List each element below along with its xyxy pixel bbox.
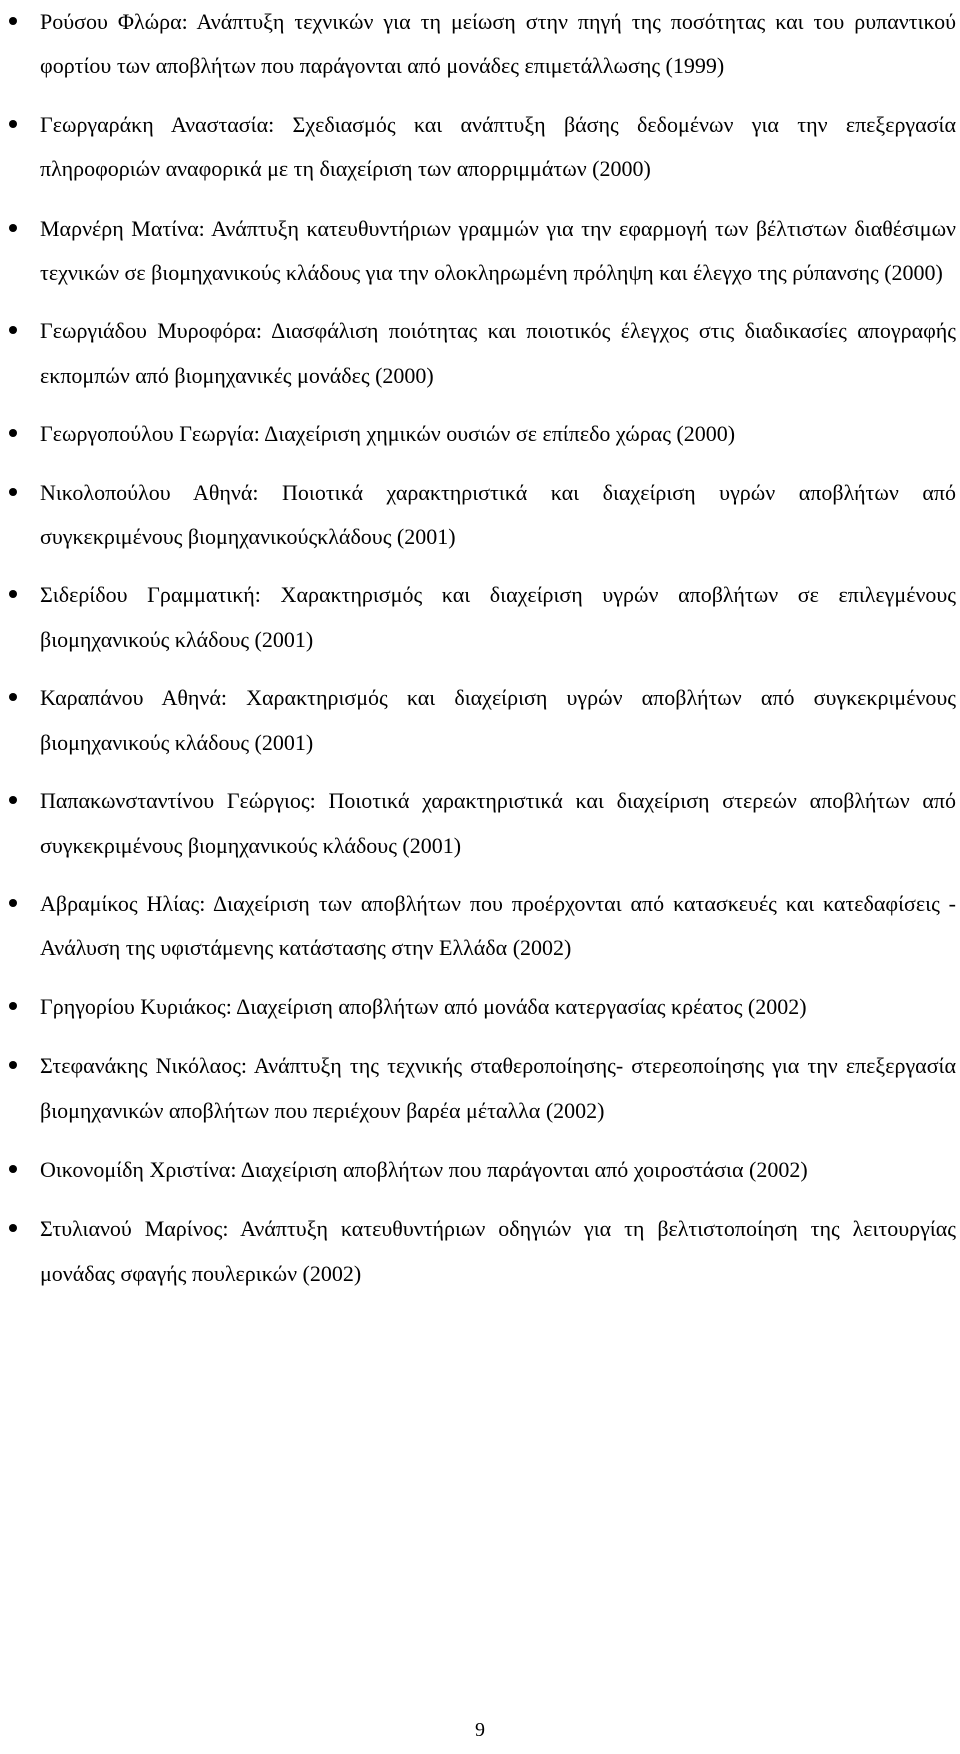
entry-line: βαρέα μέταλλα (2002) [406, 1097, 605, 1123]
bullet-icon [9, 1002, 17, 1010]
entry-text [40, 779, 956, 868]
bullet-icon [9, 17, 17, 25]
entry-text [40, 676, 956, 765]
list-item [40, 412, 956, 456]
entry-text [40, 985, 956, 1029]
entry-line: (2000) [592, 156, 651, 182]
entry-line: χοιροστάσια (2002) [633, 1156, 808, 1182]
entry-line: και του ρυπαντικού φορτίου των αποβλήτων που παράγονται από μονάδες [40, 9, 957, 79]
list-item [40, 207, 956, 296]
entry-text [40, 412, 956, 456]
list-item [40, 676, 956, 765]
entry-text [40, 573, 956, 662]
entry-line: Σιδερίδου Γραμματική: Χαρακτηρισμός και διαχείριση υγρών αποβλήτων σε [40, 582, 819, 608]
bullet-icon [9, 899, 17, 907]
bullet-icon [9, 590, 17, 598]
entry-text [40, 1207, 956, 1296]
bullet-icon [9, 120, 17, 128]
bullet-icon [9, 326, 17, 334]
entry-line: Στυλιανού Μαρίνος: Ανάπτυξη κατευθυντήριων οδηγιών για τη [40, 1216, 645, 1242]
entry-line: κατασκευές και κατεδαφίσεις - Ανάλυση της υφιστάμενης κατάστασης στην [40, 890, 957, 961]
document-content [40, 0, 956, 1296]
entry-line: αποβλήτων από συγκεκριμένους βιομηχανικούςκλάδους (2001) [40, 479, 956, 550]
list-item [40, 1044, 956, 1133]
entry-line: διαδικασίες απογραφής εκπομπών από βιομηχανικές μονάδες (2000) [40, 318, 957, 388]
list-item [40, 573, 956, 662]
entry-line: βέλτιστων διαθέσιμων τεχνικών σε βιομηχανικούς κλάδους για την [40, 215, 957, 286]
entry-line: επεξεργασία πληροφοριών αναφορικά με τη διαχείριση των απορριμμάτων [40, 111, 956, 182]
entry-line: Αβραμίκος Ηλίας: Διαχείριση των αποβλήτων που προέρχονται από [40, 890, 665, 916]
entry-line: Καραπάνου Αθηνά: Χαρακτηρισμός και διαχείριση υγρών αποβλήτων από [40, 685, 795, 711]
entry-line: συγκεκριμένους βιομηχανικούς κλάδους (2001) [40, 685, 956, 755]
entry-line: Γρηγορίου Κυριάκος: Διαχείριση αποβλήτων από μονάδα κατεργασίας [40, 993, 666, 1019]
entry-line: Γεωργιάδου Μυροφόρα: Διασφάλιση ποιότητας και ποιοτικός έλεγχος στις [40, 318, 735, 344]
list-item [40, 985, 956, 1029]
list-item [40, 309, 956, 398]
entry-line: στερεοποίησης για την επεξεργασία βιομηχανικών αποβλήτων που περιέχουν [40, 1053, 956, 1123]
entry-line: Ελλάδα (2002) [439, 935, 572, 961]
bullet-icon [9, 1165, 17, 1173]
entry-line: επιλεγμένους βιομηχανικούς κλάδους (2001) [40, 582, 956, 652]
entry-line: ολοκληρωμένη πρόληψη και έλεγχο της ρύπανσης (2000) [434, 260, 943, 286]
entry-text [40, 0, 956, 89]
entry-line: Ρούσου Φλώρα: Ανάπτυξη τεχνικών για τη μείωση στην πηγή της ποσότητας [40, 9, 766, 34]
entry-line: (2000) [676, 421, 736, 447]
entry-text [40, 207, 956, 296]
entry-line: Παπακωνσταντίνου Γεώργιος: Ποιοτικά χαρακτηριστικά και διαχείριση [40, 788, 710, 814]
entry-line: Οικονομίδη Χριστίνα: Διαχείριση αποβλήτων που παράγονται από [40, 1156, 629, 1182]
entry-line: επιμετάλλωσης (1999) [524, 53, 725, 79]
list-item [40, 471, 956, 560]
entry-line: Γεωργαράκη Αναστασία: Σχεδιασμός και ανάπτυξη βάσης δεδομένων για την [40, 111, 828, 137]
bullet-icon [9, 1061, 17, 1069]
entry-line: Στεφανάκης Νικόλαος: Ανάπτυξη της τεχνικής σταθεροποίησης- [40, 1053, 624, 1079]
entry-text [40, 103, 956, 192]
list-item [40, 779, 956, 868]
bullet-icon [9, 488, 17, 496]
entry-line: Νικολοπούλου Αθηνά: Ποιοτικά χαρακτηριστικά και διαχείριση υγρών [40, 479, 776, 505]
entry-line: Γεωργοπούλου Γεωργία: Διαχείριση χημικών ουσιών σε επίπεδο χώρας [40, 421, 671, 447]
list-item [40, 1148, 956, 1192]
entry-line: κρέατος (2002) [671, 993, 807, 1019]
entry-line: στερεών αποβλήτων από συγκεκριμένους βιομηχανικούς κλάδους (2001) [40, 788, 957, 858]
entry-text [40, 1148, 956, 1192]
entry-text [40, 471, 956, 560]
entry-text [40, 1044, 956, 1133]
list-item [40, 1207, 956, 1296]
bullet-icon [9, 429, 17, 437]
bullet-icon [9, 224, 17, 232]
thesis-list [40, 0, 956, 1296]
bullet-icon [9, 1224, 17, 1232]
entry-line: βελτιστοποίηση της λειτουργίας μονάδας σφαγής πουλερικών (2002) [40, 1216, 956, 1286]
bullet-icon [9, 693, 17, 701]
entry-text [40, 309, 956, 398]
page-number: 9 [475, 1719, 485, 1741]
list-item [40, 0, 956, 89]
list-item [40, 103, 956, 192]
list-item [40, 882, 956, 971]
entry-line: Μαρνέρη Ματίνα: Ανάπτυξη κατευθυντήριων γραμμών για την εφαρμογή των [40, 215, 749, 241]
entry-text [40, 882, 956, 971]
bullet-icon [9, 796, 17, 804]
